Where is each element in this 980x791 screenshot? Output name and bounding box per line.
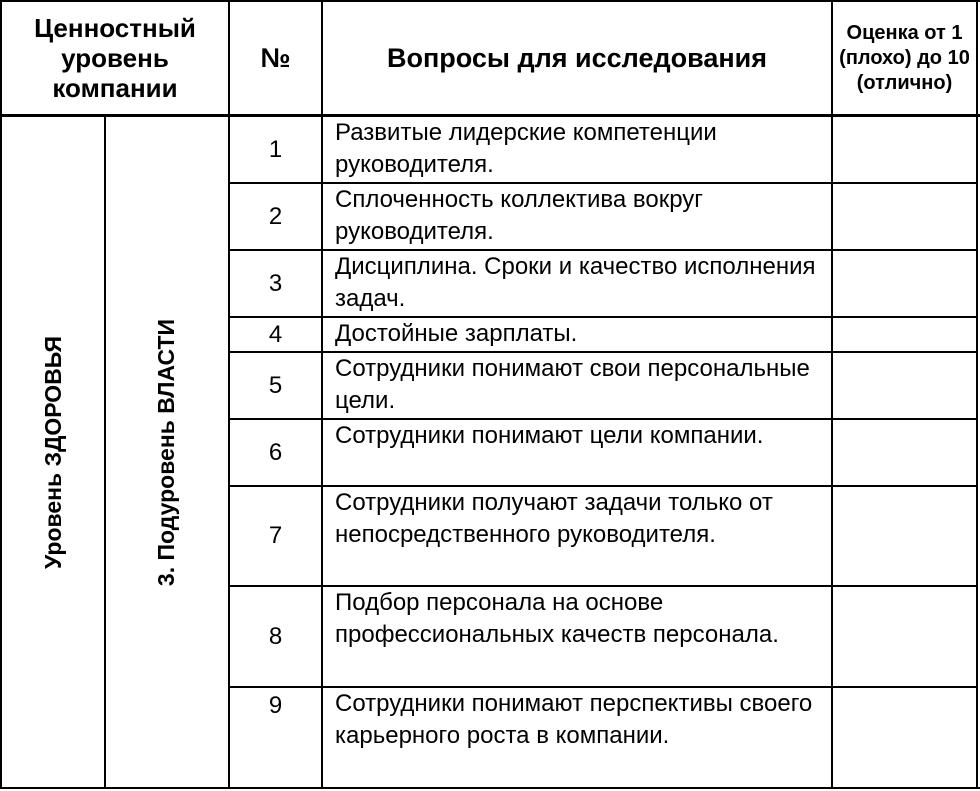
row-number-text: 9 <box>268 692 283 719</box>
row-number-text: 2 <box>268 202 283 230</box>
level-text: Уровень ЗДОРОВЬЯ <box>39 335 66 569</box>
row-question-text: Дисциплина. Сроки и качество исполнения задач. <box>335 253 816 312</box>
row-number <box>230 487 321 585</box>
score-cell[interactable] <box>833 251 976 316</box>
score-cell[interactable] <box>833 318 976 351</box>
row-number <box>230 184 321 249</box>
score-cell[interactable] <box>833 353 976 418</box>
row-question <box>323 318 831 351</box>
row-question <box>323 487 831 585</box>
header-num-text: № <box>260 42 291 73</box>
row-number <box>230 688 321 787</box>
header-questions-text: Вопросы для исследования <box>386 42 768 73</box>
row-number <box>230 318 321 351</box>
header-score-text: Оценка от 1 (плохо) до 10 (отлично) <box>839 21 970 94</box>
row-number <box>230 420 321 485</box>
sublevel-cell <box>106 117 228 787</box>
row-question <box>323 420 831 485</box>
score-cell[interactable] <box>833 117 976 182</box>
table-border-bottom <box>0 787 980 789</box>
row-question <box>323 587 831 686</box>
row-number-text: 7 <box>268 522 283 549</box>
row-question <box>323 117 831 182</box>
header-questions <box>323 2 831 114</box>
row-question <box>323 353 831 418</box>
row-number-text: 4 <box>268 320 283 348</box>
row-number-text: 6 <box>268 438 283 466</box>
row-number <box>230 117 321 182</box>
header-level <box>2 2 228 114</box>
score-cell[interactable] <box>833 487 976 585</box>
header-num <box>230 2 321 114</box>
row-question-text: Сотрудники понимают свои персональные цели. <box>335 355 810 414</box>
row-question-text: Сотрудники получают задачи только от непосредственного руководителя. <box>335 489 773 548</box>
score-cell[interactable] <box>833 420 976 485</box>
row-question-text: Сотрудники понимают перспективы своего карьерного роста в компании. <box>335 690 813 749</box>
row-question <box>323 184 831 249</box>
score-cell[interactable] <box>833 688 976 787</box>
row-number <box>230 353 321 418</box>
row-question <box>323 251 831 316</box>
row-question-text: Развитые лидерские компетенции руководителя. <box>335 119 717 178</box>
row-question-text: Сплоченность коллектива вокруг руководителя. <box>335 186 704 245</box>
row-number <box>230 587 321 686</box>
row-number-text: 8 <box>268 622 283 650</box>
score-cell[interactable] <box>833 184 976 249</box>
sublevel-text: 3. Подуровень ВЛАСТИ <box>153 318 180 586</box>
header-level-text: Ценностный уровень компании <box>34 13 196 103</box>
row-number <box>230 251 321 316</box>
level-cell <box>2 117 104 787</box>
header-score <box>833 2 976 114</box>
score-cell[interactable] <box>833 587 976 686</box>
row-number-text: 3 <box>268 269 283 297</box>
row-question-text: Достойные зарплаты. <box>335 320 578 347</box>
row-question-text: Подбор персонала на основе профессиональных качеств персонала. <box>335 589 779 648</box>
row-number-text: 1 <box>268 135 283 163</box>
table-border-right <box>976 0 978 789</box>
row-question-text: Сотрудники понимают цели компании. <box>335 422 764 449</box>
row-number-text: 5 <box>268 371 283 399</box>
row-question <box>323 688 831 787</box>
